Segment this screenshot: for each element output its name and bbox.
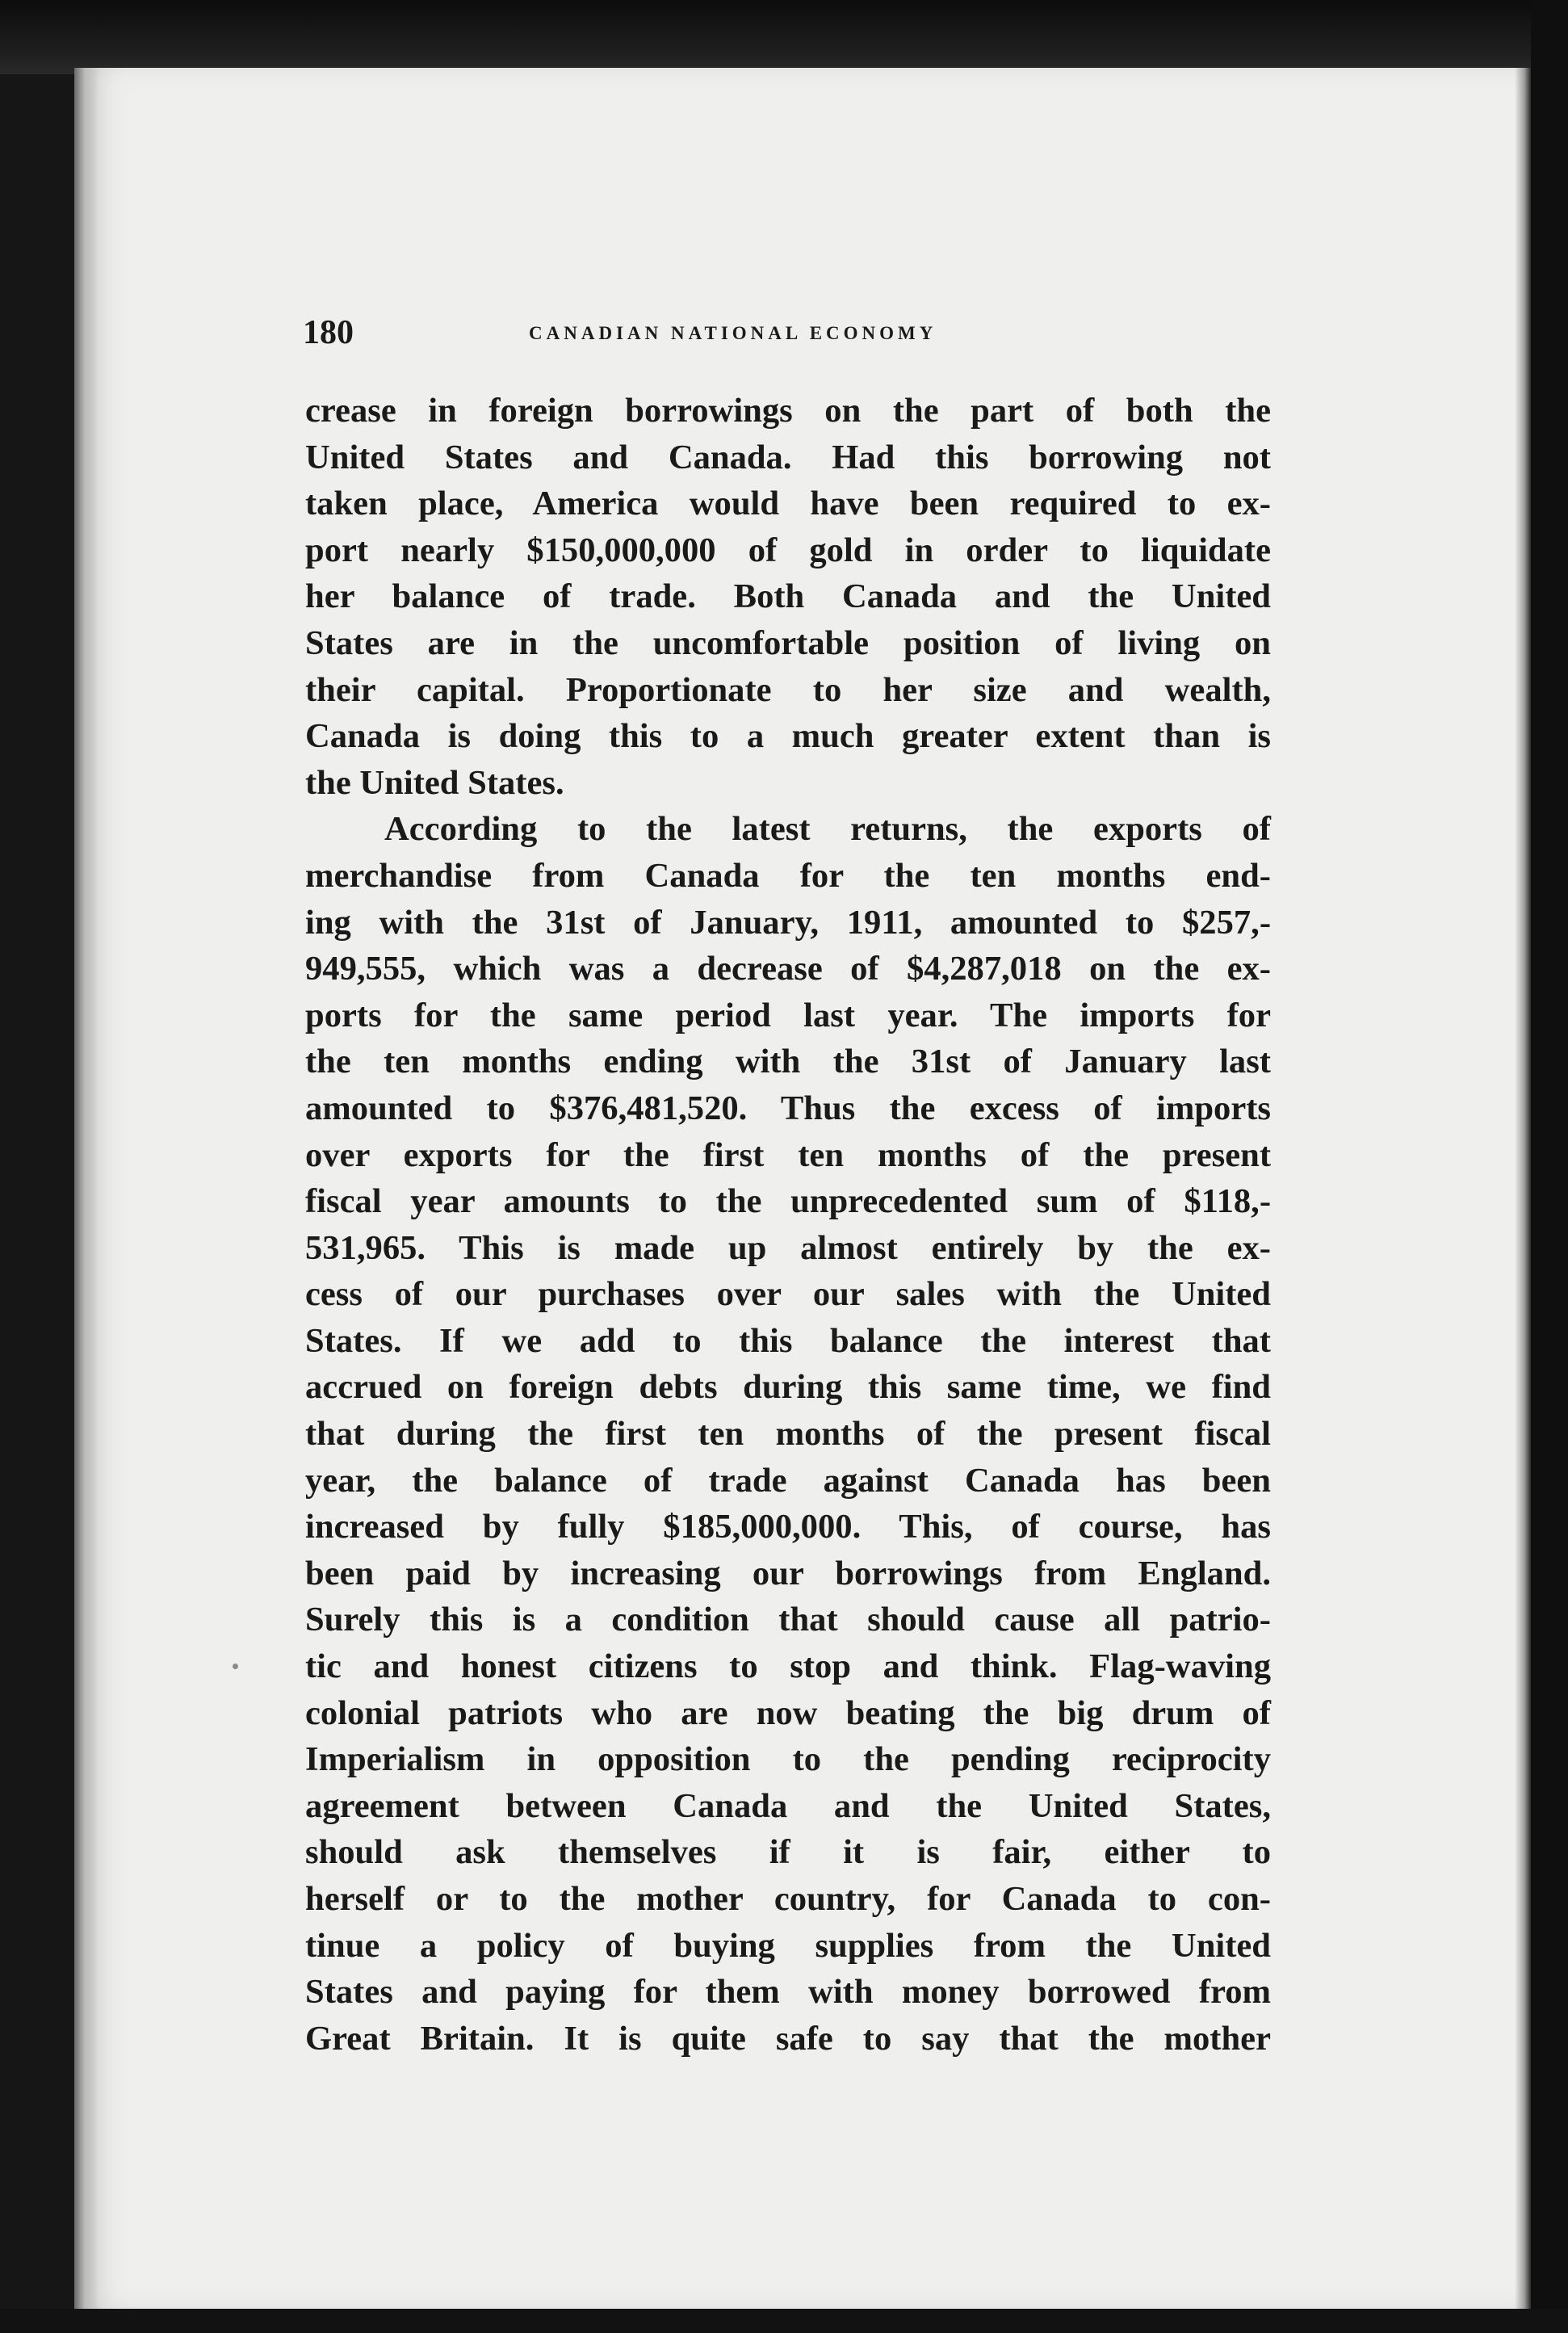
text-line: tic and honest citizens to stop and think. Flag-waving [305,1647,1271,1686]
text-line: Canada is doing this to a much greater extent than is [305,717,1271,756]
text-line: their capital. Proportionate to her size and wealth, [305,670,1271,709]
text-line: Great Britain. It is quite safe to say that the mother [305,2019,1271,2058]
scan-top-border [0,0,1568,74]
text-line: that during the first ten months of the present fiscal [305,1415,1271,1454]
text-line: her balance of trade. Both Canada and the United [305,577,1271,616]
text-line: States. If we add to this balance the interest that [305,1321,1271,1360]
text-line: ing with the 31st of January, 1911, amounted to $257,- [305,903,1271,942]
text-line: colonial patriots who are now beating the big drum of [305,1693,1271,1732]
text-line: Imperialism in opposition to the pending reciprocity [305,1740,1271,1779]
text-line: taken place, America would have been required to ex- [305,485,1271,523]
text-line: According to the latest returns, the exports of [384,810,1271,849]
scan-right-border [1531,0,1568,2333]
text-line: United States and Canada. Had this borrowing not [305,438,1271,476]
page-number: 180 [303,314,354,351]
running-title: CANADIAN NATIONAL ECONOMY [529,323,937,343]
paper-speck [233,1664,238,1669]
text-line: merchandise from Canada for the ten months end- [305,856,1271,895]
text-line: ports for the same period last year. The imports for [305,996,1271,1034]
text-line: port nearly $150,000,000 of gold in order to liquidate [305,531,1271,569]
running-head [303,313,1272,362]
text-line: agreement between Canada and the United States, [305,1786,1271,1825]
text-line: 531,965. This is made up almost entirely by the ex- [305,1228,1271,1267]
text-line: crease in foreign borrowings on the part of both the [305,392,1271,430]
text-line: Surely this is a condition that should cause all patrio- [305,1601,1271,1639]
text-line: accrued on foreign debts during this same time, we find [305,1368,1271,1407]
text-line: States and paying for them with money borrowed from [305,1973,1271,2012]
text-line: year, the balance of trade against Canada has been [305,1461,1271,1500]
text-line: increased by fully $185,000,000. This, of course, has [305,1508,1271,1546]
text-line: cess of our purchases over our sales with the United [305,1275,1271,1314]
text-line: the United States. [305,763,564,802]
body-text [305,388,1271,2062]
text-line: been paid by increasing our borrowings from England. [305,1554,1271,1592]
text-line: tinue a policy of buying supplies from the United [305,1926,1271,1965]
page-right-edge [1515,68,1531,2309]
text-line: fiscal year amounts to the unprecedented sum of $118,- [305,1182,1271,1221]
scan-bottom-border [0,2309,1568,2333]
text-line: States are in the uncomfortable position of living on [305,623,1271,662]
page-gutter-shadow [74,68,99,2309]
text-line: over exports for the first ten months of the present [305,1135,1271,1174]
text-line: the ten months ending with the 31st of January last [305,1043,1271,1081]
text-line: herself or to the mother country, for Canada to con- [305,1880,1271,1918]
text-line: amounted to $376,481,520. Thus the excess of imports [305,1089,1271,1127]
text-line: 949,555, which was a decrease of $4,287,018 on the ex- [305,950,1271,988]
text-line: should ask themselves if it is fair, either to [305,1833,1271,1872]
